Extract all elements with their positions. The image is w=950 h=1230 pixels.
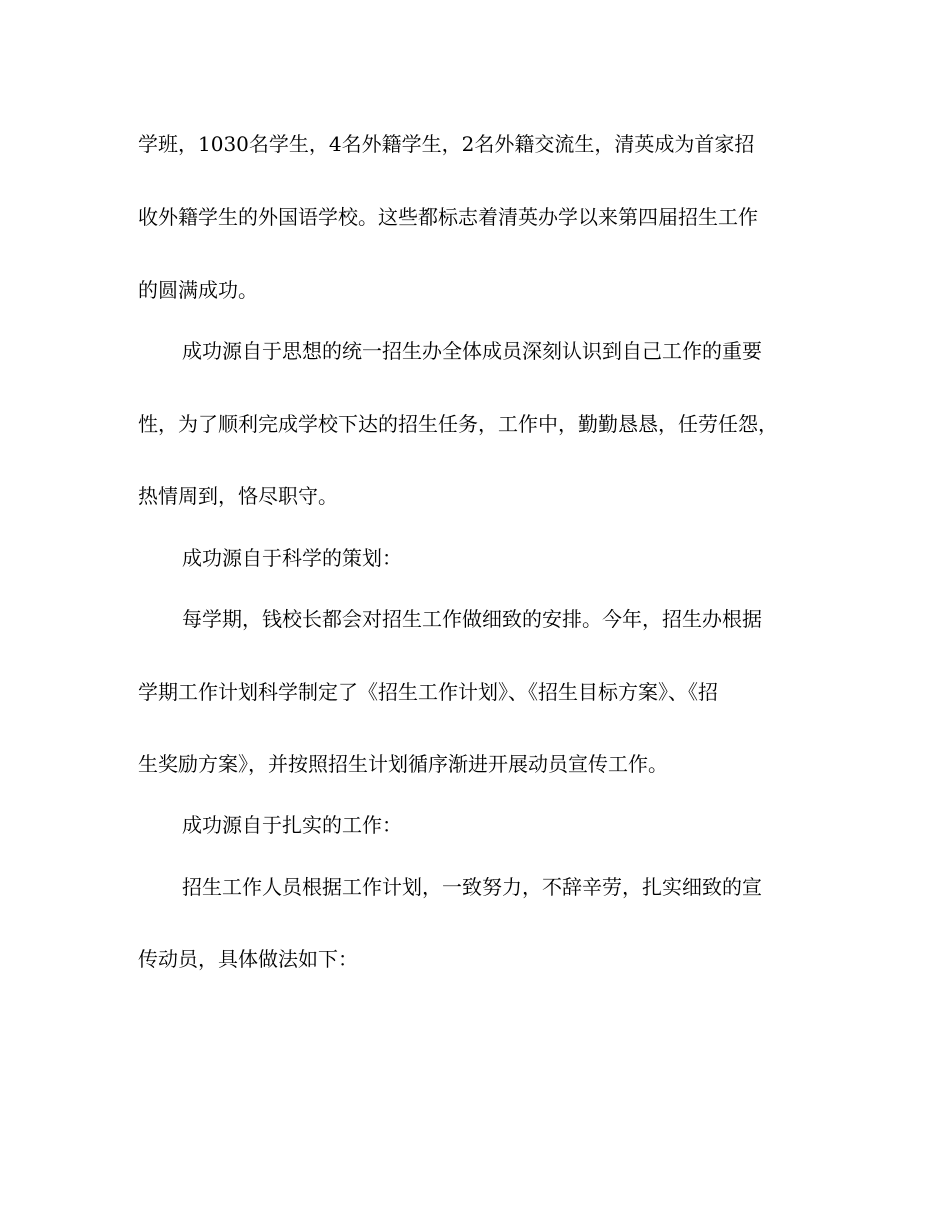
section-heading: 成功源自于扎实的工作： xyxy=(182,813,402,837)
paragraph-first-line: 成功源自于思想的统一招生办全体成员深刻认识到自己工作的重要 xyxy=(182,339,762,363)
text-line: 学期工作计划科学制定了《招生工作计划》、《招生目标方案》、《招 xyxy=(138,680,718,704)
text-line: 性，为了顺利完成学校下达的招生任务，工作中，勤勤恳恳，任劳任怨， xyxy=(138,412,778,436)
section-heading: 成功源自于科学的策划： xyxy=(182,546,402,570)
text-line: 热情周到，恪尽职守。 xyxy=(138,484,338,508)
text-line: 生奖励方案》，并按照招生计划循序渐进开展动员宣传工作。 xyxy=(138,752,668,776)
text-line: 的圆满成功。 xyxy=(138,278,258,302)
paragraph-first-line: 每学期，钱校长都会对招生工作做细致的安排。今年，招生办根据 xyxy=(182,607,762,631)
text-line: 收外籍学生的外国语学校。这些都标志着清英办学以来第四届招生工作 xyxy=(138,205,758,229)
text-line: 学班，1030名学生，4名外籍学生，2名外籍交流生，清英成为首家招 xyxy=(138,132,755,156)
text-line: 传动员，具体做法如下： xyxy=(138,947,358,971)
paragraph-first-line: 招生工作人员根据工作计划，一致努力，不辞辛劳，扎实细致的宣 xyxy=(182,875,762,899)
